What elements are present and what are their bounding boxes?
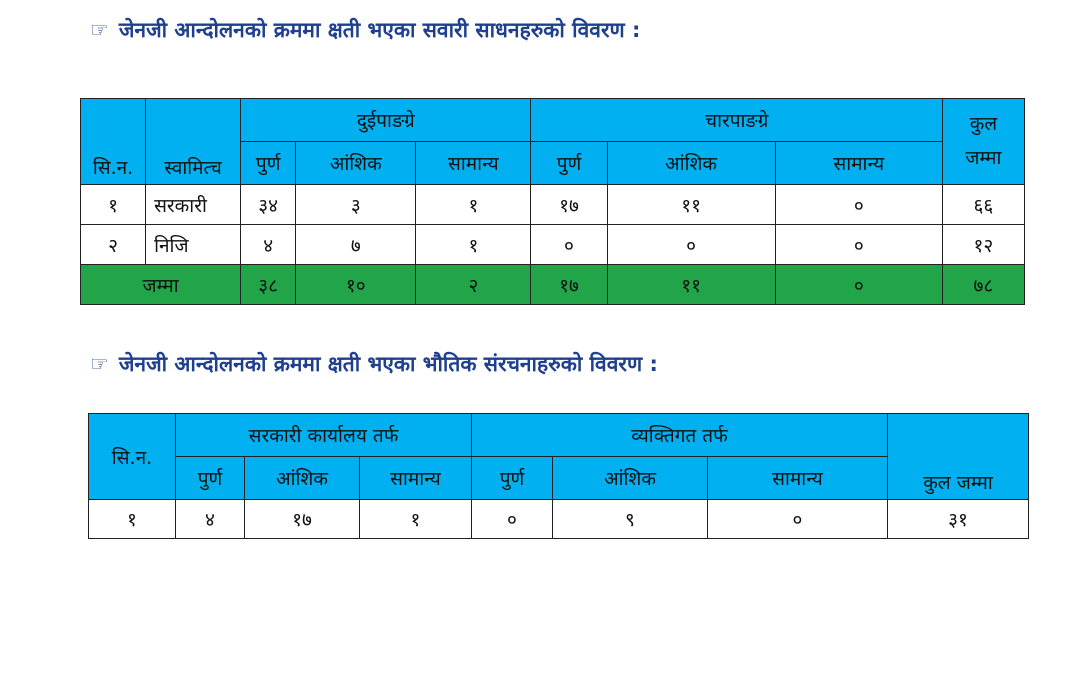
grand-total-header-text: कुल जम्मा bbox=[965, 113, 1002, 169]
sub-header-complete: पुर्ण bbox=[531, 142, 607, 185]
table-row bbox=[81, 185, 1025, 225]
row-value: ४ bbox=[241, 225, 296, 265]
vehicle-damage-table bbox=[80, 98, 1025, 305]
sum-value: १७ bbox=[531, 265, 607, 305]
pointing-hand-icon: ☞ bbox=[90, 18, 109, 42]
sum-value: १० bbox=[296, 265, 416, 305]
sub-header-partial: आंशिक bbox=[553, 457, 708, 500]
sum-value: ० bbox=[775, 265, 942, 305]
row-value: ७ bbox=[296, 225, 416, 265]
row-value: ० bbox=[708, 500, 888, 539]
sum-row bbox=[81, 265, 1025, 305]
row-total: ३१ bbox=[888, 500, 1029, 539]
row-sn: १ bbox=[81, 185, 146, 225]
grand-total-header bbox=[942, 99, 1024, 185]
sub-header-minor: सामान्य bbox=[416, 142, 531, 185]
sn-header: सि.न. bbox=[89, 414, 176, 500]
sum-row-label: जम्मा bbox=[81, 265, 241, 305]
sn-header: सि.न. bbox=[81, 99, 146, 185]
row-value: ० bbox=[472, 500, 553, 539]
private-header: व्यक्तिगत तर्फ bbox=[472, 414, 888, 457]
infrastructure-damage-title: जेनजी आन्दोलनको क्रममा क्षती भएका भौतिक संरचनाहरुको विवरण : bbox=[118, 352, 658, 376]
row-value: ० bbox=[775, 185, 942, 225]
sub-header-complete: पुर्ण bbox=[241, 142, 296, 185]
government-office-header: सरकारी कार्यालय तर्फ bbox=[176, 414, 472, 457]
row-value: ० bbox=[531, 225, 607, 265]
row-value: ० bbox=[607, 225, 775, 265]
row-value: ११ bbox=[607, 185, 775, 225]
infrastructure-damage-heading bbox=[90, 350, 658, 378]
sum-value: ११ bbox=[607, 265, 775, 305]
vehicle-damage-heading bbox=[90, 16, 640, 44]
sum-value: २ bbox=[416, 265, 531, 305]
row-value: ४ bbox=[176, 500, 245, 539]
row-value: १ bbox=[360, 500, 472, 539]
sub-header-partial: आंशिक bbox=[607, 142, 775, 185]
sub-header-minor: सामान्य bbox=[708, 457, 888, 500]
row-value: १ bbox=[416, 185, 531, 225]
infrastructure-damage-table bbox=[88, 413, 1029, 539]
row-value: ९ bbox=[553, 500, 708, 539]
row-sn: १ bbox=[89, 500, 176, 539]
row-value: १७ bbox=[531, 185, 607, 225]
row-owner: सरकारी bbox=[146, 185, 241, 225]
row-value: ३ bbox=[296, 185, 416, 225]
sub-header-minor: सामान्य bbox=[775, 142, 942, 185]
four-wheeler-header: चारपाङग्रे bbox=[531, 99, 942, 142]
vehicle-damage-title: जेनजी आन्दोलनको क्रममा क्षती भएका सवारी साधनहरुको विवरण : bbox=[118, 18, 641, 42]
row-total: ६६ bbox=[942, 185, 1024, 225]
sub-header-complete: पुर्ण bbox=[176, 457, 245, 500]
row-sn: २ bbox=[81, 225, 146, 265]
sub-header-minor: सामान्य bbox=[360, 457, 472, 500]
grand-total-header: कुल जम्मा bbox=[888, 414, 1029, 500]
pointing-hand-icon: ☞ bbox=[90, 352, 109, 376]
row-value: १७ bbox=[245, 500, 360, 539]
row-value: १ bbox=[416, 225, 531, 265]
row-owner: निजि bbox=[146, 225, 241, 265]
row-total: १२ bbox=[942, 225, 1024, 265]
two-wheeler-header: दुईपाङग्रे bbox=[241, 99, 531, 142]
sub-header-complete: पुर्ण bbox=[472, 457, 553, 500]
sub-header-partial: आंशिक bbox=[296, 142, 416, 185]
ownership-header: स्वामित्च bbox=[146, 99, 241, 185]
sum-value: ३८ bbox=[241, 265, 296, 305]
table-row bbox=[89, 500, 1029, 539]
sum-total: ७८ bbox=[942, 265, 1024, 305]
table-row bbox=[81, 225, 1025, 265]
row-value: ३४ bbox=[241, 185, 296, 225]
sub-header-partial: आंशिक bbox=[245, 457, 360, 500]
row-value: ० bbox=[775, 225, 942, 265]
